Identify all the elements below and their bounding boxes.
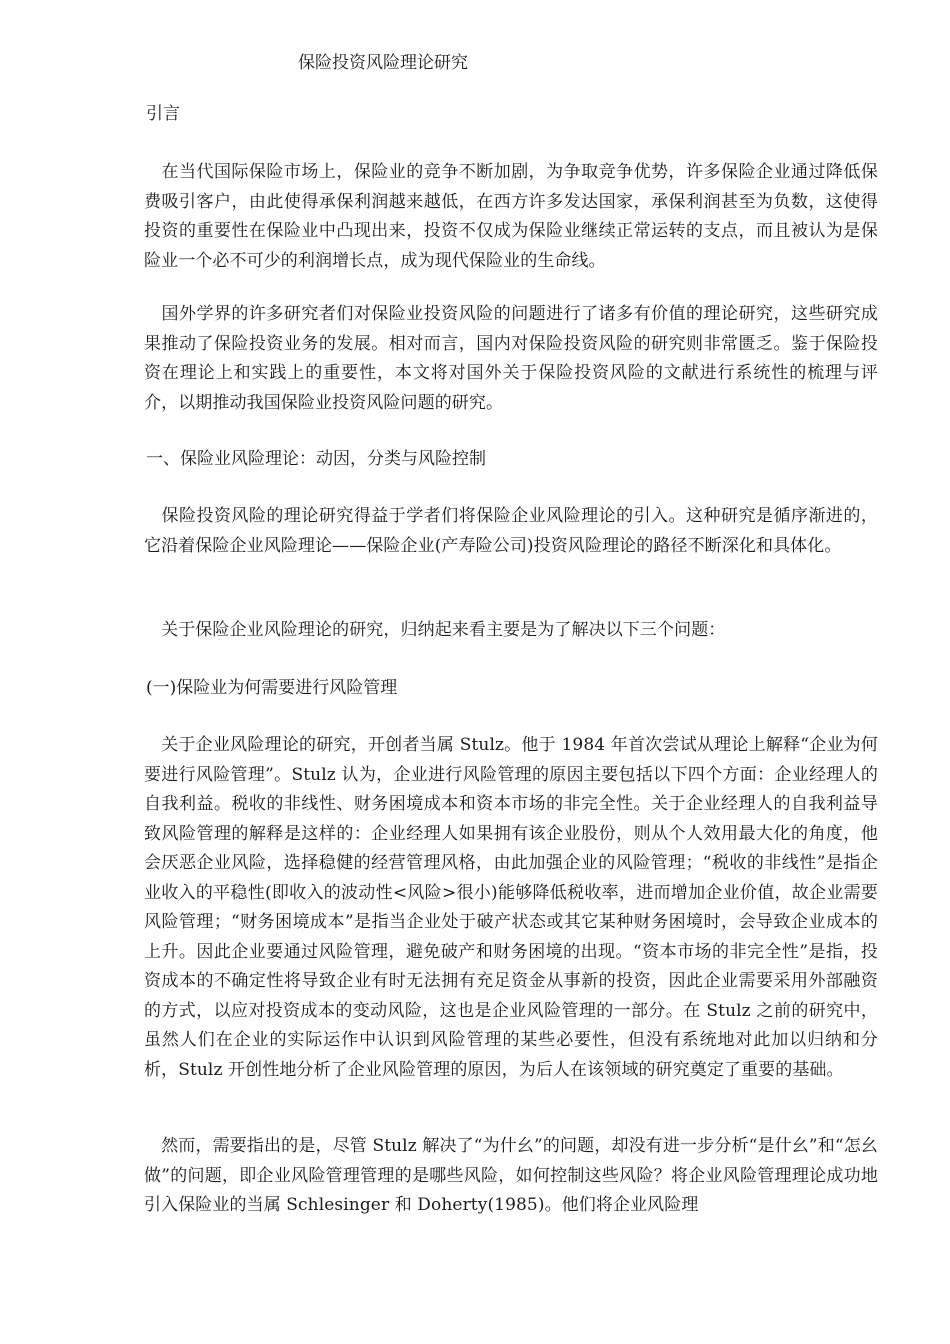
section-1-paragraph-2: 关于保险企业风险理论的研究，归纳起来看主要是为了解决以下三个问题： <box>144 620 726 640</box>
subsection-1-paragraph-2: 然而，需要指出的是，尽管 Stulz 解决了“为什幺”的问题，却没有进一步分析“是什幺”和“怎幺做”的问题，即企业风险管理管理的是哪些风险，如何控制这些风险？将企业风险管理理论成功地引入保险业的当属 Schlesinger 和 Doherty(1985)。他们将企业风险理 <box>144 1136 878 1215</box>
intro-paragraph-1: 在当代国际保险市场上，保险业的竞争不断加剧，为争取竞争优势，许多保险企业通过降低保费吸引客户，由此使得承保利润越来越低，在西方许多发达国家，承保利润甚至为负数，这使得投资的重要性在保险业中凸现出来，投资不仅成为保险业继续正常运转的支点，而且被认为是保险业一个必不可少的利润增长点，成为现代保险业的生命线。 <box>144 162 878 271</box>
intro-heading: 引言 <box>146 104 180 124</box>
intro-paragraph-2: 国外学界的许多研究者们对保险业投资风险的问题进行了诸多有价值的理论研究，这些研究成果推动了保险投资业务的发展。相对而言，国内对保险投资风险的研究则非常匮乏。鉴于保险投资在理论上和实践上的重要性，本文将对国外关于保险投资风险的文献进行系统性的梳理与评介，以期推动我国保险业投资风险问题的研究。 <box>144 304 878 413</box>
subsection-1-heading: (一)保险业为何需要进行风险管理 <box>146 678 398 698</box>
subsection-1-paragraph-1: 关于企业风险理论的研究，开创者当属 Stulz。他于 1984 年首次尝试从理论上解释“企业为何要进行风险管理”。Stulz 认为，企业进行风险管理的原因主要包括以下四个方面：企业经理人的自我利益。税收的非线性、财务困境成本和资本市场的非完全性。关于企业经理人的自我利益导致风险管理的解释是这样的：企业经理人如果拥有该企业股份，则从个人效用最大化的角度，他会厌恶企业风险，选择稳健的经营管理风格，由此加强企业的风险管理；“税收的非线性”是指企业收入的平稳性(即收入的波动性<风险>很小)能够降低税收率，进而增加企业价值，故企业需要风险管理；“财务困境成本”是指当企业处于破产状态或其它某种财务困境时，会导致企业成本的上升。因此企业要通过风险管理，避免破产和财务困境的出现。“资本市场的非完全性”是指，投资成本的不确定性将导致企业有时无法拥有充足资金从事新的投资，因此企业需要采用外部融资的方式，以应对投资成本的变动风险，这也是企业风险管理的一部分。在 Stulz 之前的研究中，虽然人们在企业的实际运作中认识到风险管理的某些必要性，但没有系统地对此加以归纳和分析，Stulz 开创性地分析了企业风险管理的原因，为后人在该领域的研究奠定了重要的基础。 <box>144 735 878 1080</box>
document-title: 保险投资风险理论研究 <box>298 53 468 73</box>
section-1-paragraph-1: 保险投资风险的理论研究得益于学者们将保险企业风险理论的引入。这种研究是循序渐进的，它沿着保险企业风险理论——保险企业(产寿险公司)投资风险理论的路径不断深化和具体化。 <box>144 506 878 556</box>
section-1-heading: 一、保险业风险理论：动因，分类与风险控制 <box>146 449 486 469</box>
